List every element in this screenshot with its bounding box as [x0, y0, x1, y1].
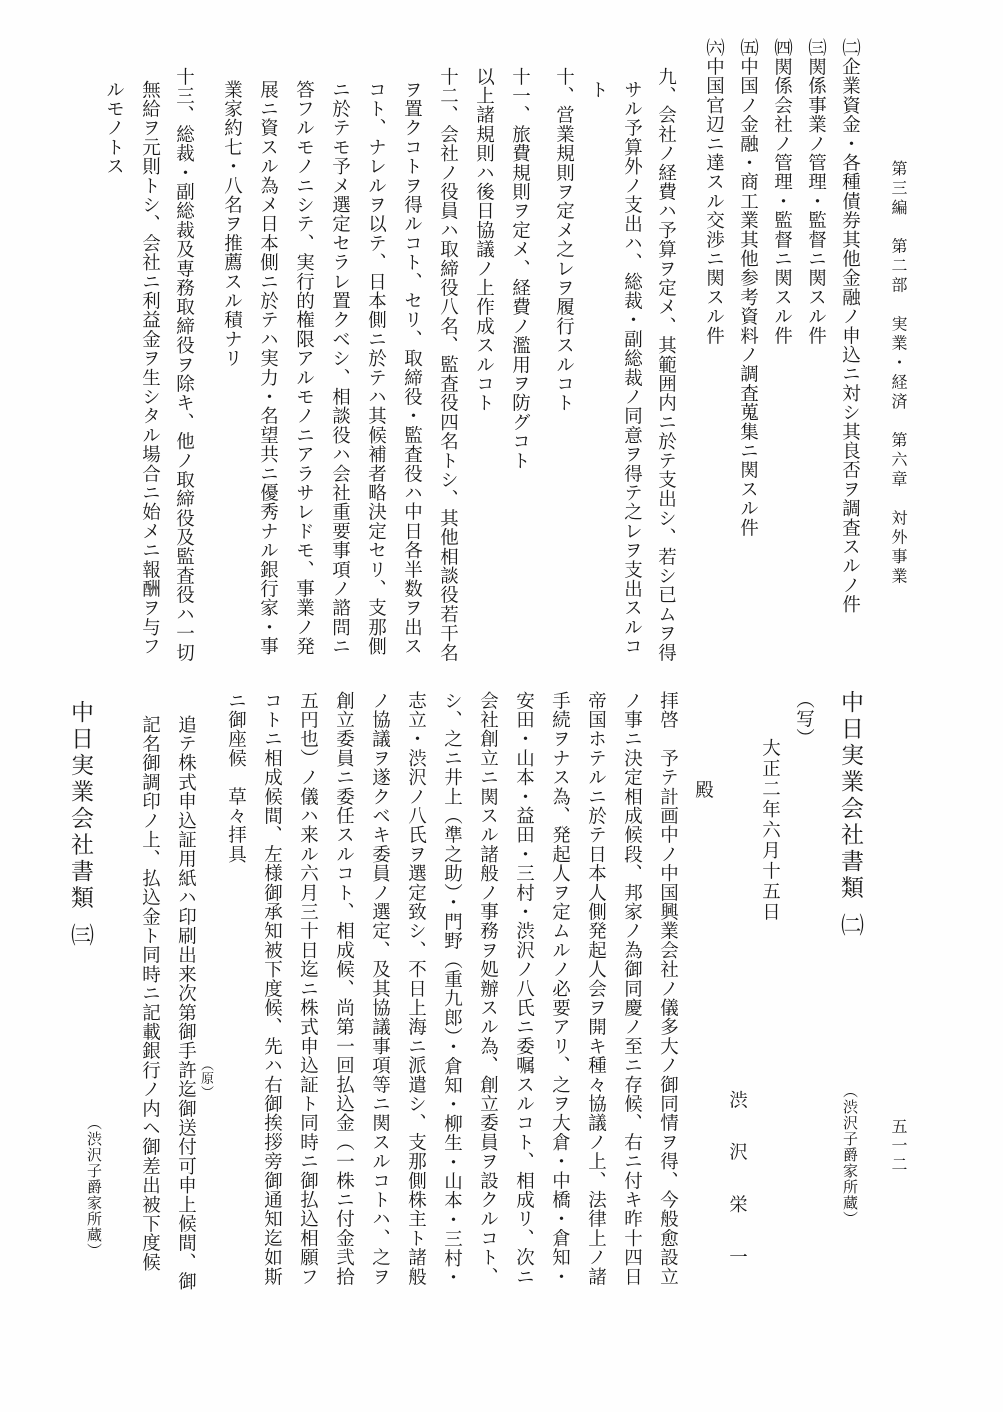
text-line: 安田・山本・益田・三村・渋沢ノ八氏ニ委嘱スルコト、相成リ、次ニ: [513, 691, 535, 1287]
text-line: ニ御座候 草々拝具: [225, 691, 247, 864]
text-line: コト、ナレルヲ以テ、日本側ニ於テハ其候補者略決定セリ、支那側: [365, 80, 387, 656]
text-line: ノ事ニ決定相成候段、邦家ノ為御同慶ノ至ニ存候、右ニ付キ昨十四日: [621, 691, 643, 1287]
text-line: 十二、会社ノ役員ハ取締役八名、監査役四名トシ、其他相談役若干名: [437, 67, 459, 663]
source-note: （渋沢子爵家所蔵）: [841, 1083, 859, 1227]
section-heading: 中日実業会社書類 ㈡: [837, 690, 863, 940]
letter-date: 大正二年六月十五日: [759, 738, 781, 923]
text-line: 十三、総裁・副総裁及専務取締役ヲ除キ、他ノ取締役及監査役ハ一切: [173, 67, 195, 663]
text-line: ノ協議ヲ遂クベキ委員ノ選定、及其協議事項等ニ関スルコトハ、之ヲ: [369, 691, 391, 1287]
text-line: サル予算外ノ支出ハ、総裁・副総裁ノ同意ヲ得テ之レヲ支出スルコ: [621, 80, 643, 656]
running-head: 第三編 第二部 実業・経済 第六章 対外事業: [889, 160, 908, 587]
text-line: 十、営業規則ヲ定メ之レヲ履行スルコト: [553, 67, 575, 413]
text-line: コトニ相成候間、左様御承知被下度候、先ハ右御挨拶旁御通知迄如斯: [261, 691, 283, 1287]
text-line: 志立・渋沢ノ八氏ヲ選定致シ、不日上海ニ派遣シ、支那側株主ト諸般: [405, 691, 427, 1287]
text-line: ㈥中国官辺ニ達スル交渉ニ関スル件: [703, 38, 725, 346]
ruby-annotation: （原）: [198, 1058, 213, 1100]
text-line: ㈤中国ノ金融・商工業其他参考資料ノ調査蒐集ニ関スル件: [737, 38, 759, 538]
text-line: 展ニ資スル為メ日本側ニ於テハ実力・名望共ニ優秀ナル銀行家・事: [257, 80, 279, 656]
text-line: 無給ヲ元則トシ、会社ニ利益金ヲ生シタル場合ニ始メニ報酬ヲ与フ: [139, 80, 161, 656]
letter-sender: 渋 沢 栄 一: [726, 1090, 748, 1280]
closing-source-note: （渋沢子爵家所蔵）: [85, 1115, 103, 1259]
addressee-mark: 殿: [692, 780, 714, 800]
text-line: 記名御調印ノ上、払込金ト同時ニ記載銀行ノ内ヘ御差出被下度候: [139, 715, 161, 1272]
text-line: ㈣関係会社ノ管理・監督ニ関スル件: [771, 38, 793, 346]
text-line: 九、会社ノ経費ハ予算ヲ定メ、其範囲内ニ於テ支出シ、若シ已ムヲ得: [655, 67, 677, 663]
text-line: 五円也）ノ儀ハ来ル六月三十日迄ニ株式申込証ト同時ニ御払込相願フ: [297, 691, 319, 1287]
text-line: 答フルモノニシテ、実行的権限アルモノニアラサレドモ、事業ノ発: [293, 80, 315, 656]
text-line: シ、之ニ井上（準之助）・門野（重九郎）・倉知・柳生・山本・三村・: [441, 691, 463, 1287]
text-line: ト: [587, 80, 609, 100]
text-line: 追テ株式申込証用紙ハ印刷出来次第御手許迄御送付可申上候間、御: [175, 715, 197, 1291]
page-number: 五一二: [889, 1118, 908, 1175]
text-line: 創立委員ニ委任スルコト、相成候、尚第一回払込金（一株ニ付金弐拾: [333, 691, 355, 1287]
text-line: 業家約七・八名ヲ推薦スル積ナリ: [221, 80, 243, 368]
text-line: 帝国ホテルニ於テ日本人側発起人会ヲ開キ種々協議ノ上、法律上ノ諸: [585, 691, 607, 1287]
next-section-heading: 中日実業会社書類 ㈢: [67, 700, 93, 950]
text-line: 十一、旅費規則ヲ定メ、経費ノ濫用ヲ防グコト: [509, 67, 531, 471]
text-line: ヲ置クコトヲ得ルコト、セリ、取締役・監査役ハ中日各半数ヲ出ス: [401, 80, 423, 656]
text-line: ㈢関係事業ノ管理・監督ニ関スル件: [805, 38, 827, 346]
text-line: 以上諸規則ハ後日協議ノ上作成スルコト: [473, 67, 495, 413]
text-line: 拝啓 予テ計画中ノ中国興業会社ノ儀多大ノ御同情ヲ得、今般愈設立: [657, 691, 679, 1287]
text-line: ルモノトス: [103, 80, 125, 176]
text-line: ニ於テモ予メ選定セラレ置クベシ、相談役ハ会社重要事項ノ諮問ニ: [329, 80, 351, 656]
text-line: ㈡企業資金・各種債券其他金融ノ申込ニ対シ其良否ヲ調査スルノ件: [839, 38, 861, 614]
text-line: 手続ヲナス為、発起人ヲ定ムルノ必要アリ、之ヲ大倉・中橋・倉知・: [549, 691, 571, 1287]
text-line: 会社創立ニ関スル諸般ノ事務ヲ処辦スル為、創立委員ヲ設クルコト、: [477, 691, 499, 1287]
copy-mark: （写）: [793, 690, 815, 748]
